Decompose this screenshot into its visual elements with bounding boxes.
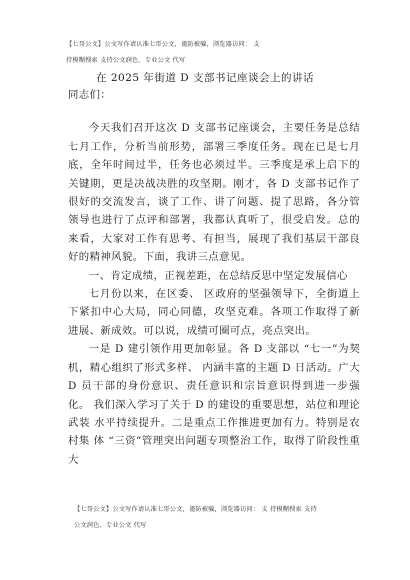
section-heading-1: 一、肯定成绩，正视差距，在总结反思中坚定发展信心 (88, 269, 348, 282)
header-watermark-note (66, 38, 366, 68)
paragraph-party-building: 一是 D 建引领作用更加彰显。各 D 支部以 “七一”为契 机，精心组织了形式多样、 内涵丰富的主题 D 日活动。广大 D 员干部的身份意识、责任意识和宗旨意识得到进一步强化。 我们深入学习了关于 D 的建设的重要思想，站位和理论武装 水平持续提升。二是重点工作推进更加有力。特别是农村集 体 “三资”管理突出问题专项整治工作，取得了阶段性重大 (68, 343, 360, 466)
header-note-line1: 【七哥公文】公文写作请认准七哥公文，谨防被骗，浏览器访问： 支 (66, 41, 260, 48)
paragraph-intro: 今天我们召开这次 D 支部书记座谈会，主要任务是总结 七月工作，分析当前形势，部署三季度任务。现在已是七月 底，全年时间过半，任务也必须过半。三季度是承上启下的 关键期，更是决战决胜的攻坚期。刚才，各 D 支部书记作了 很好的交流发言，谈了工作、讲了问题、提了思路，各分管 领导也进行了点评和部署，我都认真听了，很受启发。总的 来看，大家对工作有思考、有担当，展现了我们基层干部良 好的精神风貌。下面，我讲三点意见。 (68, 122, 360, 264)
document-body (68, 86, 360, 469)
header-note-line2: 持模糊搜索 支持公文润色、专业公文 代写 (66, 57, 186, 64)
salutation: 同志们： (68, 89, 112, 101)
footer-note-line1: 【七哥公文】公文写作请认准七哥公文，谨防被骗，浏览器访问： 支 持模糊搜索 支持 (74, 506, 317, 513)
paragraph-achievements: 七月份以来，在区委、 区政府的坚强领导下，全街道上 下紧扣中心大局，同心同德，攻坚克难。各项工作取得了新 进展、新成效。可以说，成绩可圈可点，亮点突出。 (68, 288, 360, 337)
footer-watermark-note (74, 503, 374, 533)
document-title: 在 2025 年街道 D 支部书记座谈会上的讲话 (96, 72, 314, 84)
footer-note-line2: 公文润色、专业公文 代写 (74, 522, 147, 529)
